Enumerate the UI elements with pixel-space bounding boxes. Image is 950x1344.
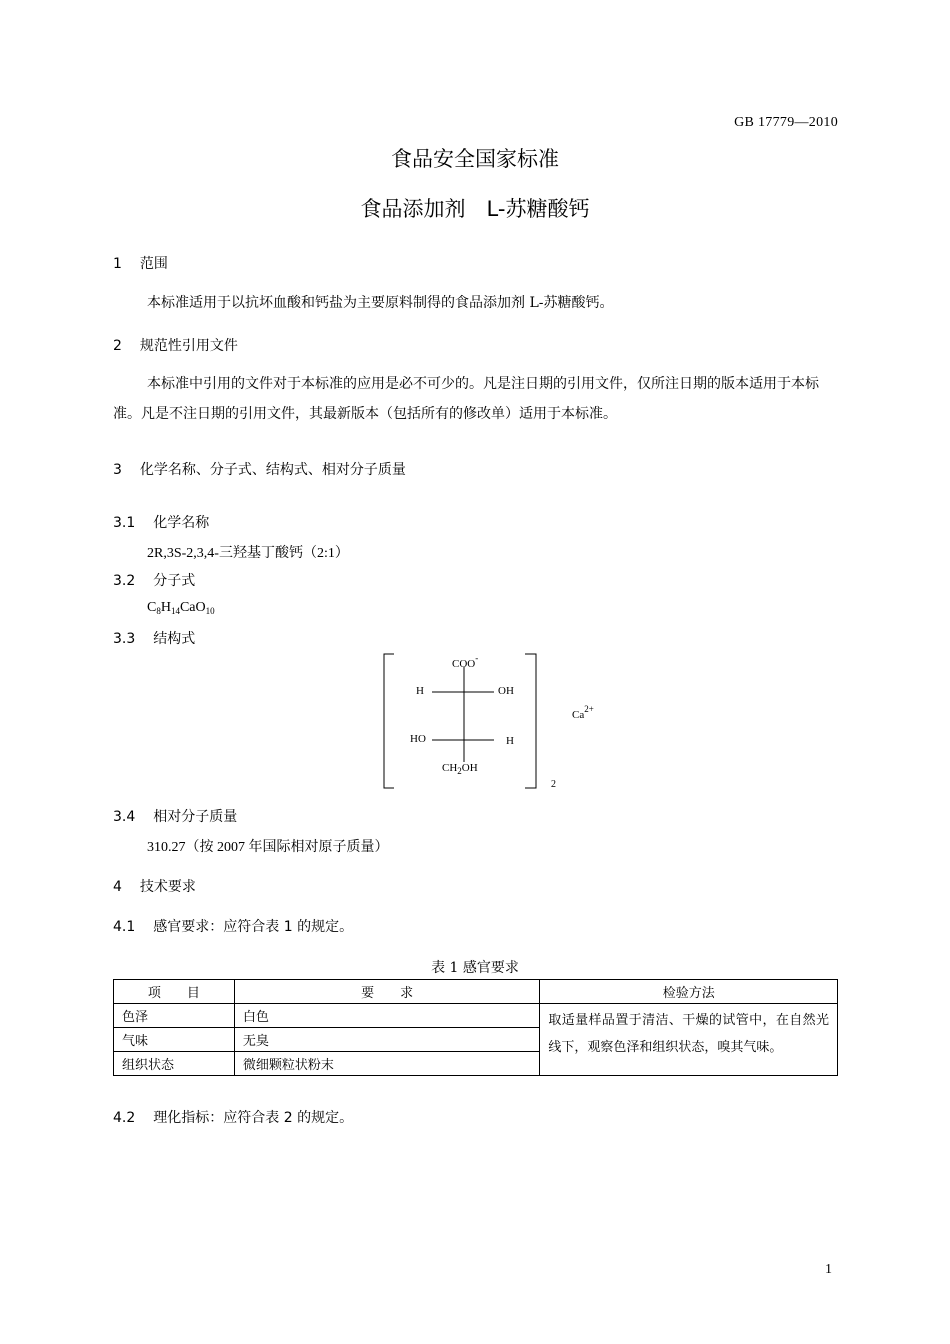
calcium-ion: $Ca^{2+}$	[572, 704, 594, 721]
chemical-name: 2R,3S-2,3,4-三羟基丁酸钙（2:1）	[147, 546, 349, 561]
header-method: 检验方法	[540, 980, 838, 1004]
section-3-4-heading	[113, 806, 237, 826]
table-1-caption: 表 1 感官要求	[431, 960, 519, 976]
section-2-text: 本标准中引用的文件对于本标准的应用是必不可少的。凡是注日期的引用文件，仅所注日期的版本适用于本标准。凡是不注日期的引用文件，其最新版本（包括所有的修改单）适用于本标准。	[113, 376, 819, 422]
substituent-h-right: H	[506, 735, 514, 747]
header-item: 项 目	[114, 980, 235, 1004]
section-title: 化学名称	[153, 515, 210, 531]
table-header-row	[114, 980, 838, 1004]
substituent-oh-right: OH	[498, 685, 514, 697]
structural-formula	[380, 652, 630, 797]
molecular-formula: $C_8H_{14}CaO_{10}$	[147, 600, 215, 616]
method-cell: 取适量样品置于清洁、干燥的试管中，在自然光线下，观察色泽和组织状态，嗅其气味。	[540, 1004, 838, 1076]
section-title: 分子式	[153, 573, 196, 589]
page-number: 1	[825, 1262, 832, 1277]
section-number: 2	[113, 338, 122, 354]
standard-number: GB 17779—2010	[734, 115, 838, 130]
section-title: 范围	[139, 256, 168, 272]
item-cell: 色泽	[114, 1004, 235, 1028]
section-3-3-heading	[113, 628, 195, 648]
section-number: 4.1	[113, 919, 136, 935]
section-number: 3.1	[113, 515, 136, 531]
section-title: 规范性引用文件	[139, 338, 238, 354]
section-title: 技术要求	[139, 879, 196, 895]
section-2-heading	[113, 335, 238, 355]
section-1-text: 本标准适用于以抗坏血酸和钙盐为主要原料制得的食品添加剂 L-苏糖酸钙。	[147, 295, 614, 311]
section-title: 结构式	[153, 631, 196, 647]
requirement-cell: 微细颗粒状粉末	[234, 1052, 540, 1076]
section-number: 1	[113, 256, 122, 272]
section-number: 3.2	[113, 573, 136, 589]
header-requirement: 要 求	[234, 980, 540, 1004]
stoichiometry-subscript: 2	[551, 779, 556, 790]
section-title: 感官要求：应符合表 1 的规定。	[153, 919, 354, 935]
section-3-1-heading	[113, 512, 209, 532]
item-cell: 气味	[114, 1028, 235, 1052]
section-number: 4	[113, 879, 122, 895]
section-4-2-heading	[113, 1107, 353, 1127]
structure-lines	[380, 652, 630, 797]
section-4-heading	[113, 876, 196, 896]
section-number: 3	[113, 462, 122, 478]
document-subtitle: 食品添加剂 L-苏糖酸钙	[360, 197, 590, 221]
table-row	[114, 1004, 838, 1028]
hydroxymethyl-group: $CH_2OH$	[442, 762, 478, 776]
molecular-mass: 310.27（按 2007 年国际相对原子质量）	[147, 840, 389, 855]
section-number: 3.3	[113, 631, 136, 647]
item-cell: 组织状态	[114, 1052, 235, 1076]
sensory-requirements-table	[113, 979, 838, 1076]
substituent-ho-left: HO	[410, 733, 426, 745]
requirement-cell: 无臭	[234, 1028, 540, 1052]
section-title: 理化指标：应符合表 2 的规定。	[153, 1110, 354, 1126]
section-4-1-heading	[113, 916, 353, 936]
section-1-heading	[113, 253, 168, 273]
document-title: 食品安全国家标准	[391, 147, 559, 171]
requirement-cell: 白色	[234, 1004, 540, 1028]
substituent-h-left: H	[416, 685, 424, 697]
section-title: 化学名称、分子式、结构式、相对分子质量	[139, 462, 406, 478]
section-number: 4.2	[113, 1110, 136, 1126]
section-title: 相对分子质量	[153, 809, 238, 825]
section-3-heading	[113, 459, 406, 479]
section-3-2-heading	[113, 570, 195, 590]
carboxylate-group: COO-	[452, 653, 479, 670]
section-number: 3.4	[113, 809, 136, 825]
